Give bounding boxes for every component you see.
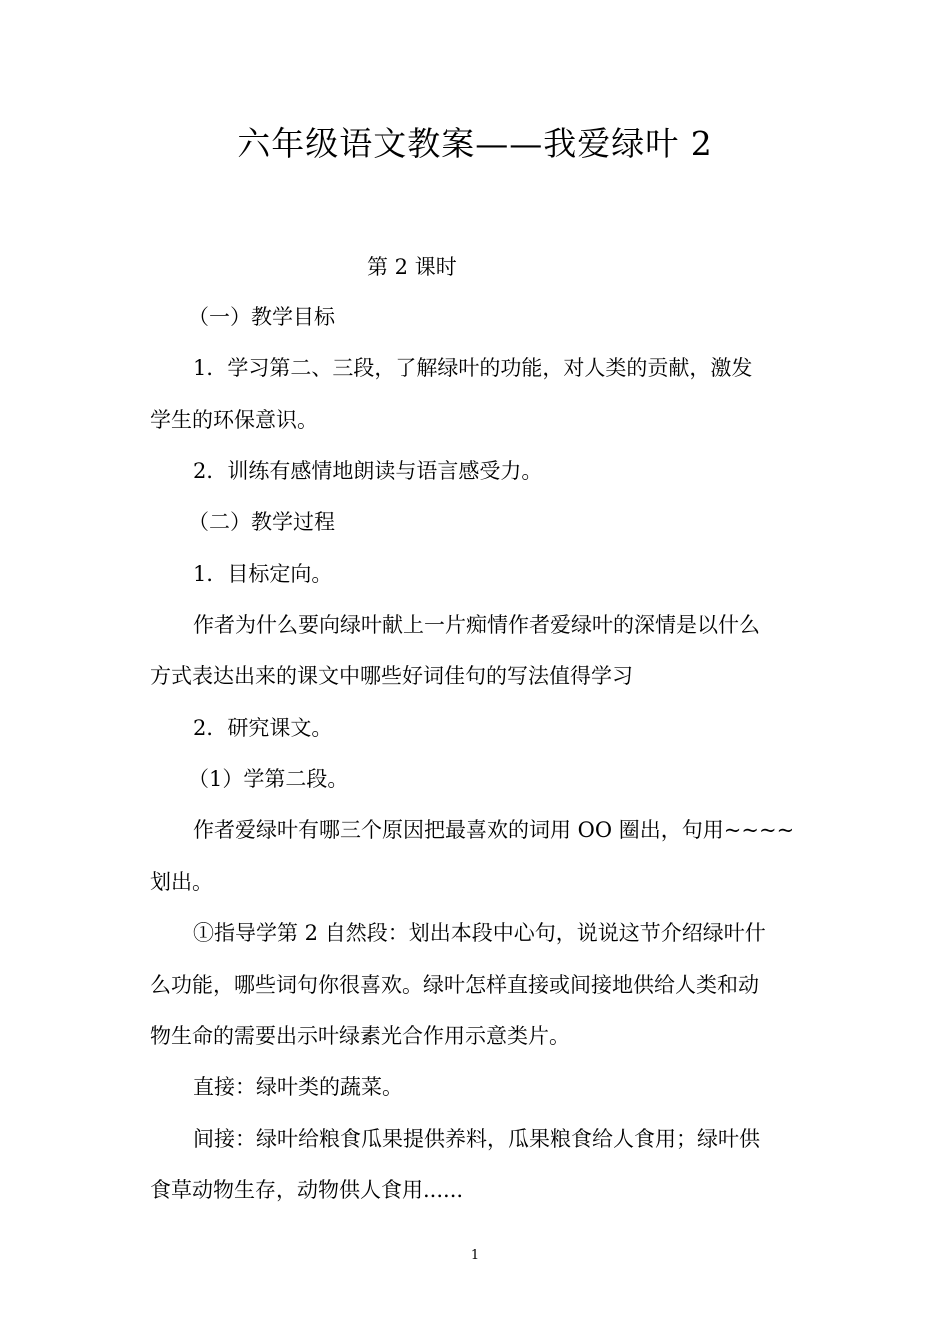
paragraph-line: 1．学习第二、三段，了解绿叶的功能，对人类的贡献，激发 <box>193 356 753 380</box>
paragraph-line: ①指导学第 2 自然段：划出本段中心句，说说这节介绍绿叶什 <box>193 921 766 945</box>
section-heading-goals: （一）教学目标 <box>188 305 335 329</box>
paragraph-line: 作者为什么要向绿叶献上一片痴情作者爱绿叶的深情是以什么 <box>193 613 760 637</box>
paragraph-line: 2．研究课文。 <box>193 716 333 740</box>
paragraph-line: （1）学第二段。 <box>188 767 349 791</box>
paragraph-line: 方式表达出来的课文中哪些好词佳句的写法值得学习 <box>150 664 633 688</box>
paragraph-line: 作者爱绿叶有哪三个原因把最喜欢的词用 OO 圈出，句用~~~~ <box>193 818 795 842</box>
paragraph-line: 么功能，哪些词句你很喜欢。绿叶怎样直接或间接地供给人类和动 <box>150 973 759 997</box>
paragraph-line: 学生的环保意识。 <box>150 408 318 432</box>
paragraph-line: 物生命的需要出示叶绿素光合作用示意类片。 <box>150 1024 570 1048</box>
section-heading-process: （二）教学过程 <box>188 510 335 534</box>
paragraph-line: 间接：绿叶给粮食瓜果提供养料，瓜果粮食给人食用；绿叶供 <box>193 1127 760 1151</box>
paragraph-line: 2．训练有感情地朗读与语言感受力。 <box>193 459 543 483</box>
page-number: 1 <box>470 1248 480 1263</box>
document-title: 六年级语文教案——我爱绿叶 2 <box>237 124 713 163</box>
paragraph-line: 食草动物生存，动物供人食用...... <box>150 1178 464 1202</box>
paragraph-line: 直接：绿叶类的蔬菜。 <box>193 1075 403 1099</box>
lesson-period: 第 2 课时 <box>367 255 457 279</box>
paragraph-line: 1．目标定向。 <box>193 562 333 586</box>
paragraph-line: 划出。 <box>150 870 213 894</box>
